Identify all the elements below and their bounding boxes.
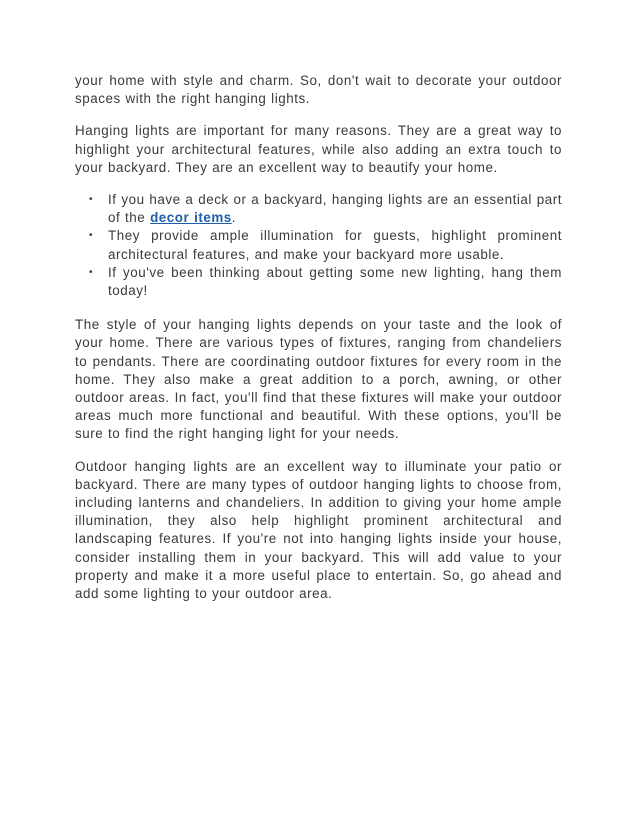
paragraph-importance: Hanging lights are important for many reasons. They are a great way to highlight your architectural features, while also adding an extra touch to your backyard. They are an excellent way to beautify your home. [75,123,562,175]
list-item [89,264,562,300]
paragraph-outdoor: Outdoor hanging lights are an excellent way to illuminate your patio or backyard. There are many types of outdoor hanging lights to choose from, including lanterns and chandeliers. In addition to giving your home ample illumination, they also help highlight prominent architectural and landscaping features. If you're not into hanging lights inside your house, consider installing them in your backyard. This will add value to your property and make it a more useful place to entertain. So, go ahead and add some lighting to your outdoor area. [75,458,562,602]
bullet-icon: • [89,230,94,242]
paragraph-intro: your home with style and charm. So, don't wait to decorate your outdoor spaces with the right hanging lights. [75,73,562,107]
document-page [75,72,562,617]
list-item [89,191,562,227]
bullet-list [75,191,562,300]
list-item-text: They provide ample illumination for guests, highlight prominent architectural features, and make your backyard more usable. [108,228,562,262]
bullet-icon: • [89,194,94,206]
list-item-text-end: . [231,210,237,226]
list-item [89,227,562,263]
bullet-icon: • [89,266,94,278]
list-item-text: If you've been thinking about getting some new lighting, hang them today! [108,264,562,299]
paragraph-style: The style of your hanging lights depends on your taste and the look of your home. There are various types of fixtures, ranging from chandeliers to pendants. There are coordinating outdoor fixtures for every room in the home. They also make a great addition to a porch, awning, or other outdoor areas. In fact, you'll find that these fixtures will make your outdoor areas much more functional and beautiful. With these options, you'll be sure to find the right hanging light for your needs. [75,317,562,442]
decor-items-link[interactable]: decor items [150,210,232,226]
list-item-text: If you have a deck or a backyard, hanging lights are an essential part of the [108,192,562,226]
